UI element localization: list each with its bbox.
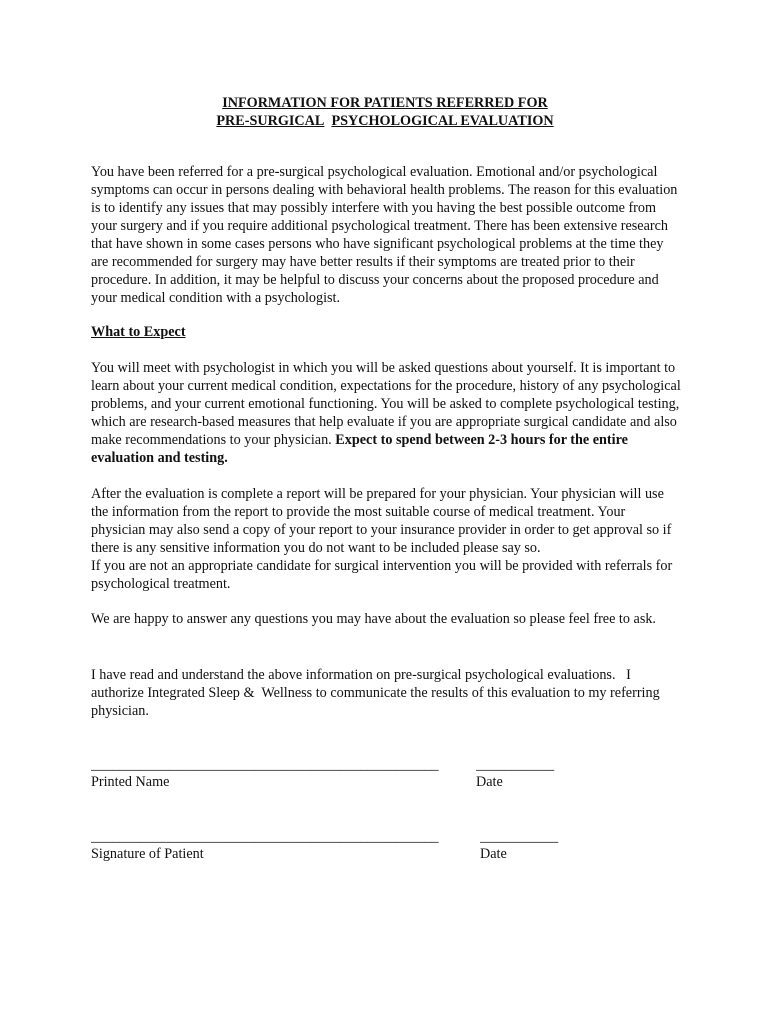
expect-text: You will meet with psychologist in which you will be asked questions about yourself. It is important to learn about your current medical condition, expectations for the procedure, history of any psychological problems, and your current emotional functioning. You will be asked to complete psychological testing, which are research-based measures that help evaluate if you are appropriate surgical candidate and also make recommendations to your physician. [91, 360, 681, 448]
what-to-expect-heading: What to Expect [91, 324, 186, 340]
authorize-paragraph: I have read and understand the above information on pre-surgical psychological evaluations. I authorize Integrated Sleep & Wellness to communicate the results of this evaluation to my referring physician. [91, 667, 664, 719]
signature-label: Signature of Patient [91, 846, 204, 862]
expect-duration-text: Expect to spend between 2-3 hours for the entire evaluation and testing. [91, 432, 628, 466]
signature-field[interactable]: _________________________________________________ [91, 829, 439, 845]
title-line-2-part-2: PSYCHOLOGICAL EVALUATION [331, 113, 554, 129]
document-title [0, 94, 770, 130]
date-field-1[interactable]: ___________ [476, 757, 555, 773]
date-label-1: Date [476, 774, 503, 790]
expect-paragraph [91, 359, 683, 467]
questions-paragraph-block [91, 610, 683, 628]
intro-paragraph: You have been referred for a pre-surgical psychological evaluation. Emotional and/or psychological symptoms can occur in persons dealing with behavioral health problems. The reason for this evaluation is to identify any issues that may possibly interfere with you having the best possible outcome from your surgery and if you require additional psychological treatment. There has been extensive research that have shown in some cases persons who have significant psychological problems at the time they are recommended for surgery may have better results if their symptoms are treated prior to their procedure. In addition, it may be helpful to discuss your concerns about the proposed procedure and your medical condition with a psychologist. [91, 164, 678, 306]
after-paragraph-1: After the evaluation is complete a report will be prepared for your physician. Your physician will use the information from the report to provide the most suitable course of medical treatment. Your physician may also send a copy of your report to your insurance provider in order to get approval so if there is any sensitive information you do not want to be included please say so. [91, 486, 672, 556]
expect-paragraph-block [91, 359, 683, 467]
date-field-2[interactable]: ___________ [480, 829, 559, 845]
authorize-paragraph-block [91, 666, 683, 720]
printed-name-field[interactable]: _________________________________________________ [91, 757, 439, 773]
printed-name-label: Printed Name [91, 774, 170, 790]
date-label-2: Date [480, 846, 507, 862]
questions-paragraph: We are happy to answer any questions you may have about the evaluation so please feel free to ask. [91, 611, 656, 627]
title-line-2-part-1: PRE-SURGICAL [216, 113, 325, 129]
after-paragraph-block [91, 485, 683, 593]
title-line-1: INFORMATION FOR PATIENTS REFERRED FOR [222, 95, 548, 111]
intro-paragraph-block [91, 163, 683, 307]
after-paragraph-2: If you are not an appropriate candidate for surgical intervention you will be provided with referrals for psychological treatment. [91, 558, 673, 592]
